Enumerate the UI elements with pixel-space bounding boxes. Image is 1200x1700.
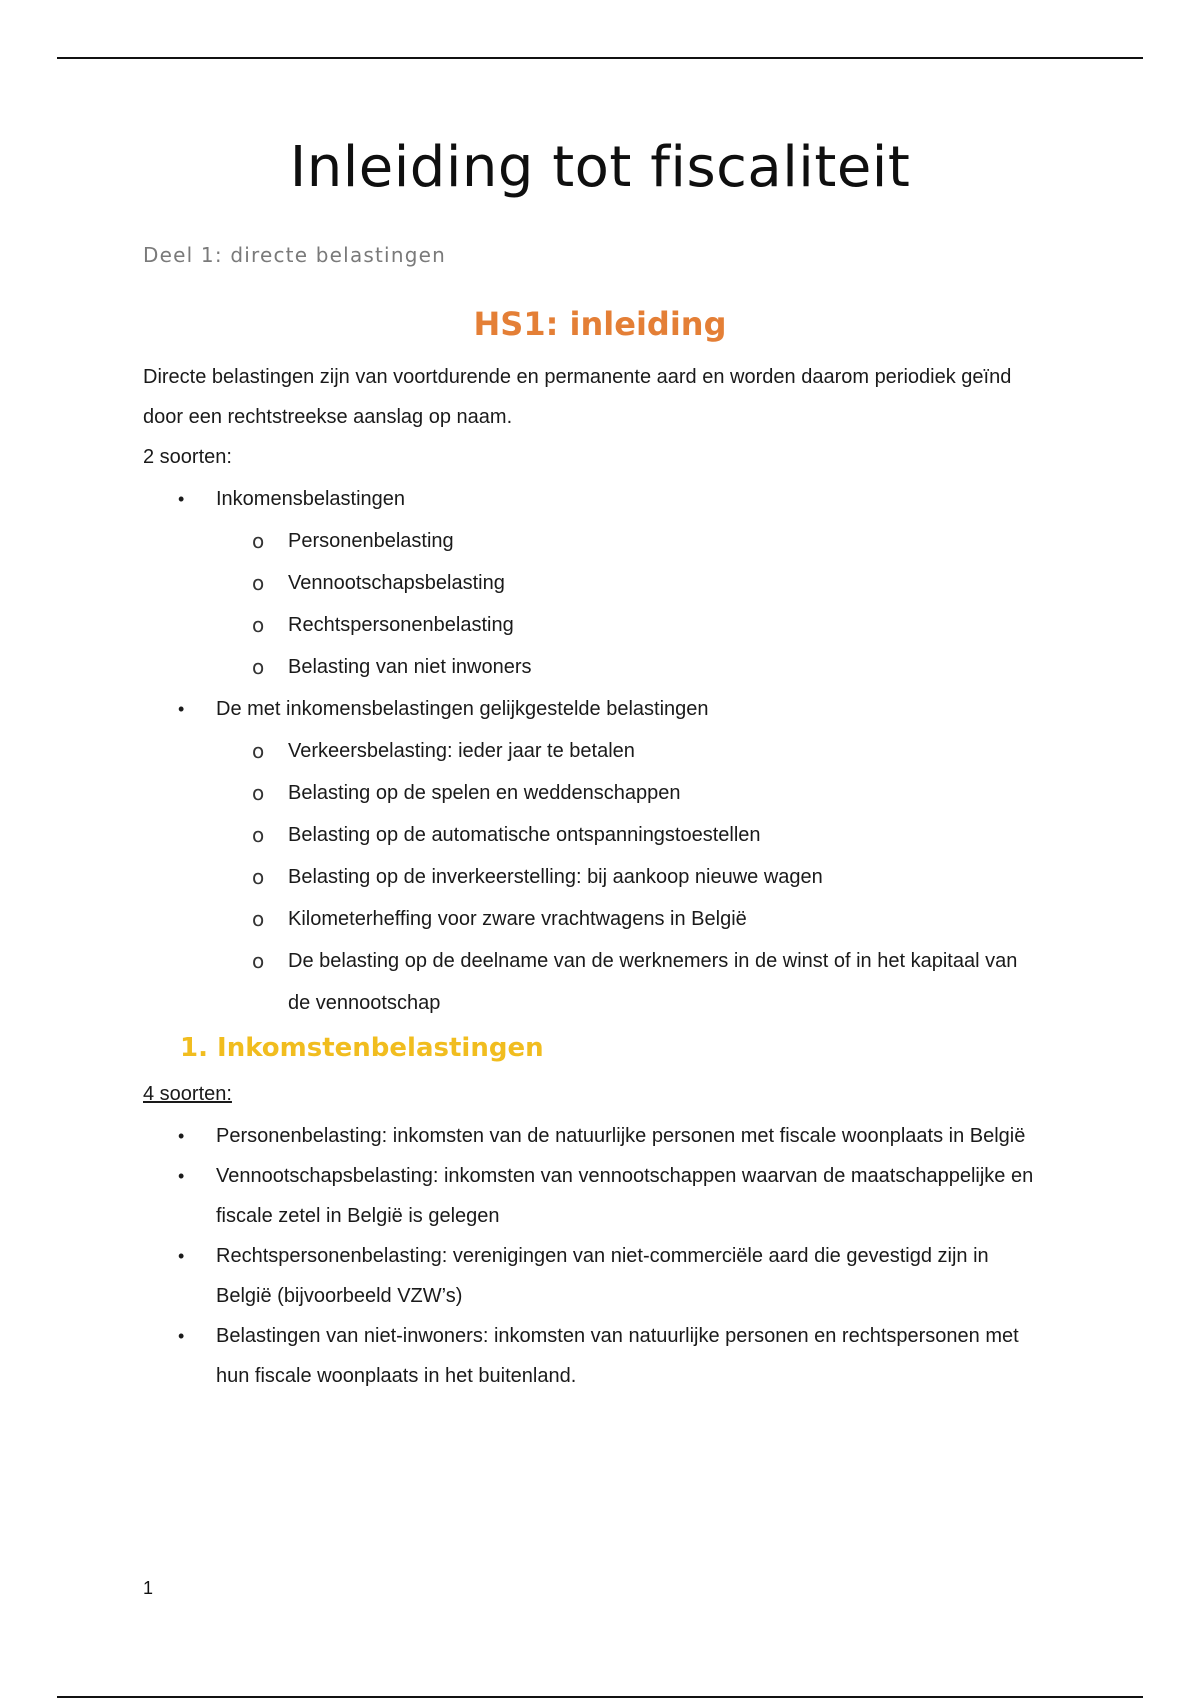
sub-list-item-continuation: de vennootschap: [288, 992, 441, 1014]
circle-bullet-icon: o: [252, 781, 265, 805]
list-item-equated-taxes: De met inkomensbelastingen gelijkgestelde belastingen: [216, 698, 709, 720]
circle-bullet-icon: o: [252, 655, 265, 679]
bullet-icon: •: [178, 1166, 185, 1186]
circle-bullet-icon: o: [252, 529, 265, 553]
circle-bullet-icon: o: [252, 823, 265, 847]
types-label: 2 soorten:: [143, 446, 232, 468]
chapter-heading: HS1: inleiding: [473, 305, 727, 343]
list-item-continuation: fiscale zetel in België is gelegen: [216, 1205, 500, 1227]
circle-bullet-icon: o: [252, 907, 265, 931]
circle-bullet-icon: o: [252, 571, 265, 595]
list-item-income-taxes: Inkomensbelastingen: [216, 488, 406, 510]
list-item: Rechtspersonenbelasting: verenigingen van niet-commerciële aard die gevestigd zijn in: [216, 1245, 989, 1267]
sub-list-item: Belasting op de spelen en weddenschappen: [288, 782, 681, 804]
circle-bullet-icon: o: [252, 739, 265, 763]
sub-list-item: Rechtspersonenbelasting: [288, 614, 514, 636]
page-top-rule: [57, 57, 1143, 59]
list-item-continuation: België (bijvoorbeeld VZW’s): [216, 1285, 463, 1307]
sub-list-item: Personenbelasting: [288, 530, 454, 552]
bullet-icon: •: [178, 1246, 185, 1266]
intro-paragraph-line-2: door een rechtstreekse aanslag op naam.: [143, 406, 513, 428]
document-title: Inleiding tot fiscaliteit: [289, 135, 911, 200]
bullet-icon: •: [178, 1126, 185, 1146]
sub-list-item: Belasting op de inverkeerstelling: bij aankoop nieuwe wagen: [288, 866, 823, 888]
intro-paragraph-line-1: Directe belastingen zijn van voortdurende en permanente aard en worden daarom periodiek geïnd: [143, 366, 1012, 388]
page-number: 1: [143, 1578, 154, 1598]
circle-bullet-icon: o: [252, 865, 265, 889]
sub-list-item: Belasting op de automatische ontspanningstoestellen: [288, 824, 761, 846]
bullet-icon: •: [178, 699, 185, 719]
bullet-icon: •: [178, 489, 185, 509]
sub-list-item: De belasting op de deelname van de werknemers in de winst of in het kapitaal van: [288, 950, 1018, 972]
circle-bullet-icon: o: [252, 949, 265, 973]
list-item: Personenbelasting: inkomsten van de natuurlijke personen met fiscale woonplaats in België: [216, 1125, 1026, 1147]
section-heading: 1. Inkomstenbelastingen: [180, 1033, 544, 1063]
list-item: Vennootschapsbelasting: inkomsten van vennootschappen waarvan de maatschappelijke en: [216, 1165, 1034, 1187]
list-item: Belastingen van niet-inwoners: inkomsten van natuurlijke personen en rechtspersonen met: [216, 1325, 1019, 1347]
page-bottom-rule: [57, 1696, 1143, 1698]
sub-list-item: Vennootschapsbelasting: [288, 572, 505, 594]
section-types-label: 4 soorten:: [143, 1083, 232, 1105]
document-subtitle: Deel 1: directe belastingen: [143, 243, 446, 267]
sub-list-item: Belasting van niet inwoners: [288, 656, 532, 678]
circle-bullet-icon: o: [252, 613, 265, 637]
bullet-icon: •: [178, 1326, 185, 1346]
list-item-continuation: hun fiscale woonplaats in het buitenland.: [216, 1365, 577, 1387]
sub-list-item: Verkeersbelasting: ieder jaar te betalen: [288, 740, 635, 762]
sub-list-item: Kilometerheffing voor zware vrachtwagens in België: [288, 908, 747, 930]
